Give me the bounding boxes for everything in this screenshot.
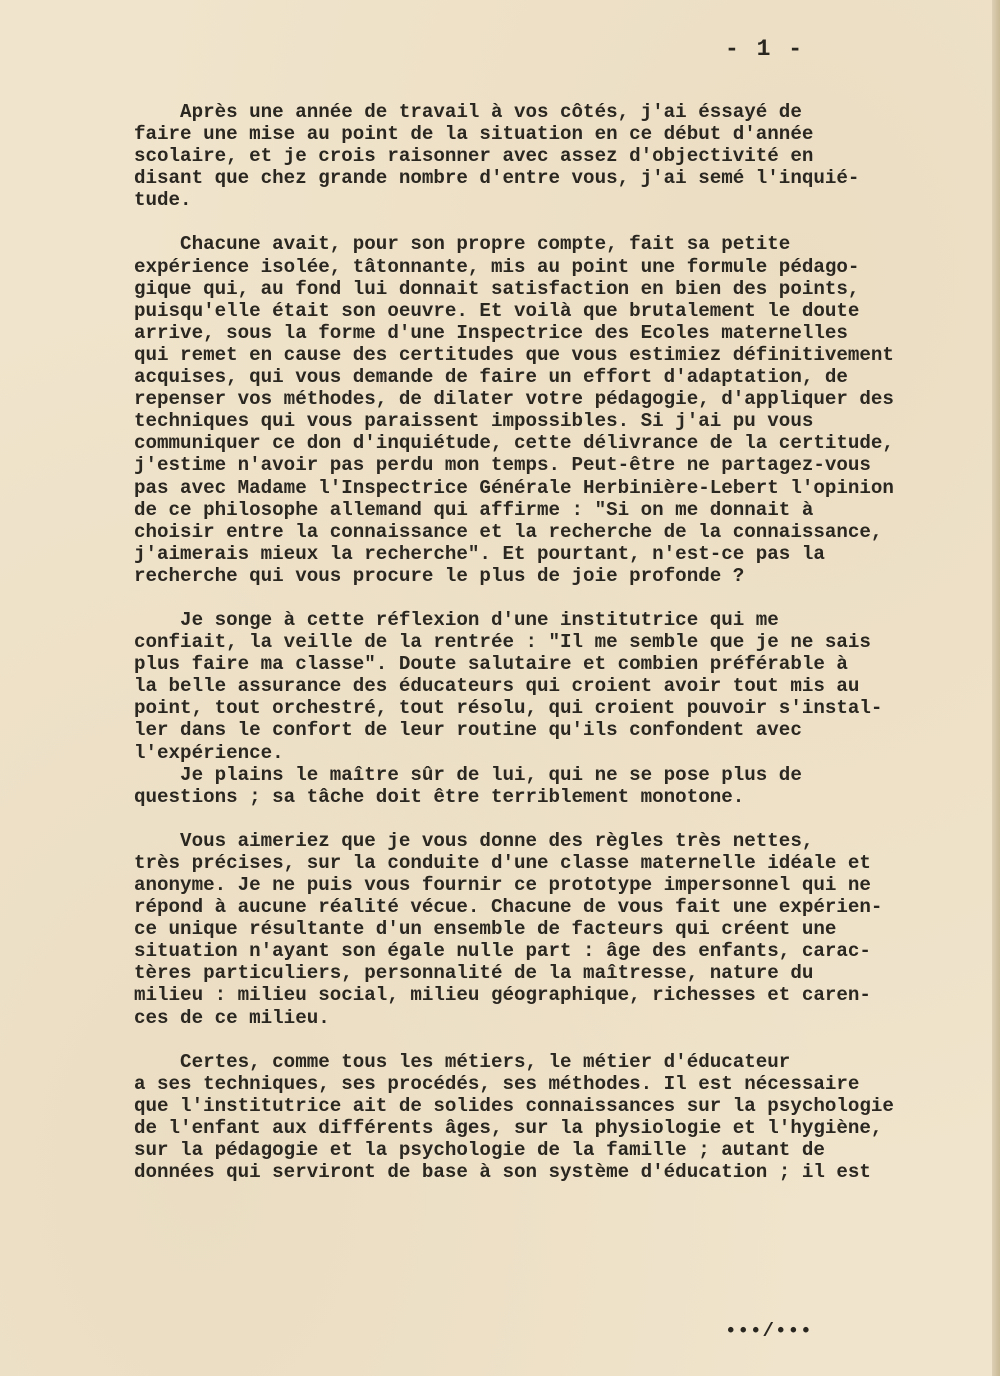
continuation-mark: •••/••• [725, 1320, 813, 1342]
paragraph-gap [134, 1029, 996, 1051]
document-body [134, 101, 996, 1183]
page-number: - 1 - [725, 36, 805, 62]
paragraph: Après une année de travail à vos côtés, j'ai éssayé de faire une mise au point de la situation en ce début d'année scolaire, et je crois raisonner avec assez d'objectivité en disant que chez grande nombre d'entre vous, j'ai semé l'inquié- tude. [134, 101, 860, 212]
paragraph: Certes, comme tous les métiers, le métier d'éducateur a ses techniques, ses procédés, ses méthodes. Il est nécessaire que l'institutrice ait de solides connaissances sur la psychologie de l'enfant aux différents âges, sur la physiologie et l'hygiène, sur la pédagogie et la psychologie de la famille ; autant de données qui serviront de base à son système d'éducation ; il est [134, 1050, 894, 1184]
paragraph-gap [134, 808, 996, 830]
paragraph-gap [134, 587, 996, 609]
paragraph: Je songe à cette réflexion d'une institutrice qui me confiait, la veille de la rentrée : "Il me semble que je ne sais plus faire ma classe". Doute salutaire et combien préférable à la belle assurance des éducateurs qui croient avoir tout mis au point, tout orchestré, tout résolu, qui croient pouvoir s'instal- ler dans le confort de leur routine qu'ils confondent avec l'expérience. Je plains le maître sûr de lui, qui ne se pose plus de questions ; sa tâche doit être terriblement monotone. [134, 608, 883, 808]
paragraph: Vous aimeriez que je vous donne des règles très nettes, très précises, sur la conduite d'une classe maternelle idéale et anonyme. Je ne puis vous fournir ce prototype impersonnel qui ne répond à aucune réalité vécue. Chacune de vous fait une expérien- ce unique résultante d'un ensemble de facteurs qui créent une situation n'ayant son égale nulle part : âge des enfants, carac- tères particuliers, personnalité de la maîtresse, nature du milieu : milieu social, milieu géographique, richesses et caren- ces de ce milieu. [134, 829, 883, 1029]
paragraph-gap [134, 211, 996, 233]
paragraph: Chacune avait, pour son propre compte, fait sa petite expérience isolée, tâtonnante, mis au point une formule pédago- gique qui, au fond lui donnait satisfaction en bien des points, puisqu'elle était son oeuvre. Et voilà que brutalement le doute arrive, sous la forme d'une Inspectrice des Ecoles maternelles qui remet en cause des certitudes que vous estimiez définitivement acquises, qui vous demande de faire un effort d'adaptation, de repenser vos méthodes, de dilater votre pédagogie, d'appliquer des techniques qui vous paraissent impossibles. Si j'ai pu vous communiquer ce don d'inquiétude, cette délivrance de la certitude, j'estime n'avoir pas perdu mon temps. Peut-être ne partagez-vous pas avec Madame l'Inspectrice Générale Herbinière-Lebert l'opinion de ce philosophe allemand qui affirme : "Si on me donnait à choisir entre la connaissance et la recherche de la connaissance, j'aimerais mieux la recherche". Et pourtant, n'est-ce pas la recherche qui vous procure le plus de joie profonde ? [134, 233, 894, 587]
